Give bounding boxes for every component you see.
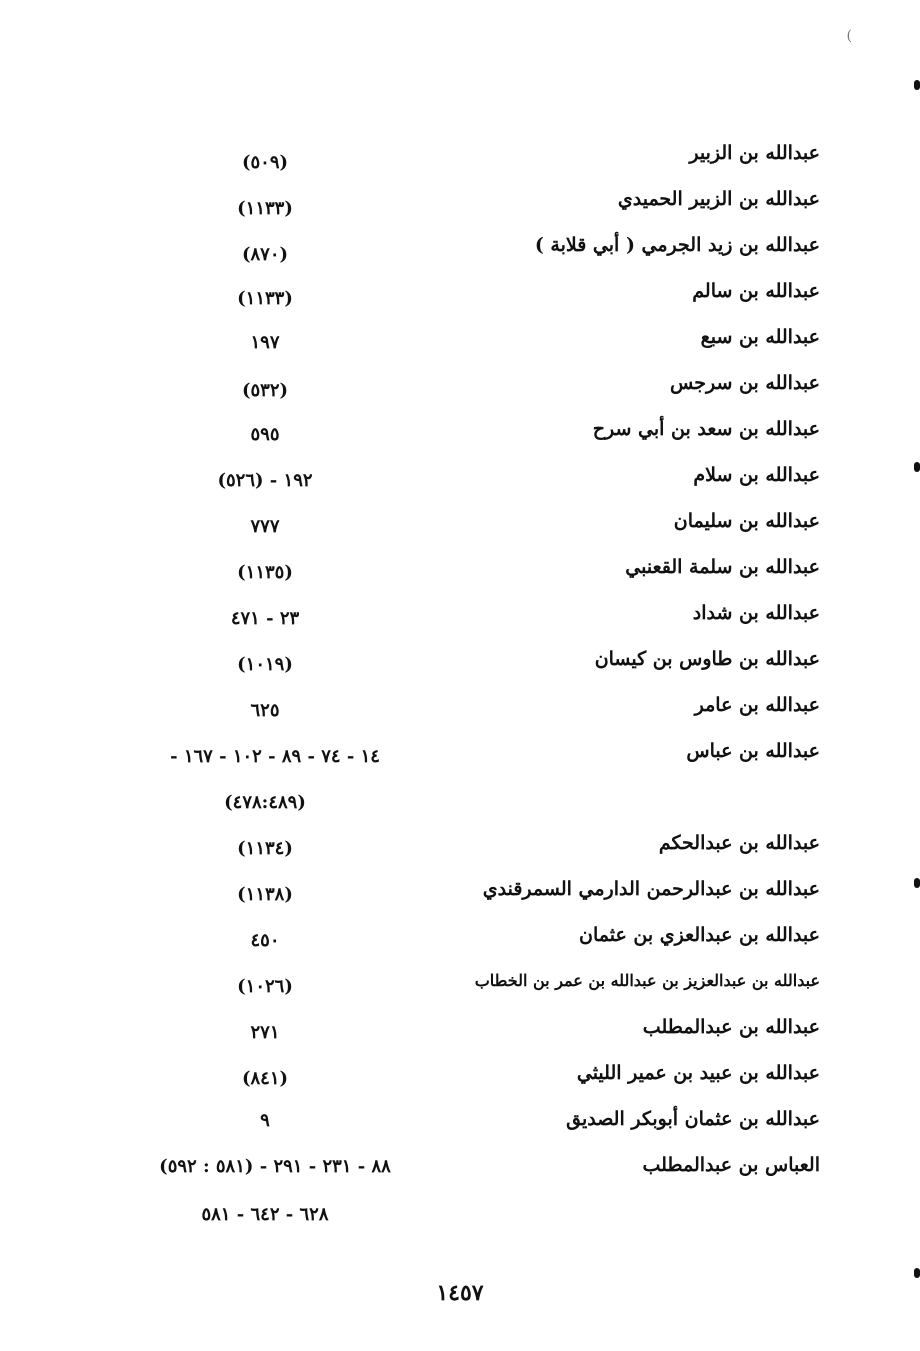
index-entry — [0, 1060, 920, 1106]
index-entry — [0, 508, 920, 554]
entry-name: عبدالله بن سلام — [693, 464, 820, 486]
index-entry — [0, 462, 920, 508]
index-entry — [0, 1014, 920, 1060]
index-entry — [0, 738, 920, 813]
entry-refs: (١١٣٨) — [237, 884, 293, 905]
entry-name: عبدالله بن سرجس — [670, 372, 820, 394]
entry-name: عبدالله بن عبدالرحمن الدارمي السمرقندي — [482, 878, 820, 900]
entry-refs: ٧٧٧ — [250, 516, 280, 537]
entry-refs: (١٠٢٦) — [237, 976, 293, 997]
entry-refs: ٥٩٥ — [250, 424, 280, 445]
entry-refs: ١٩٢ - (٥٢٦) — [217, 470, 313, 491]
index-entry — [0, 324, 920, 370]
entry-refs: (١١٣٤) — [237, 838, 293, 859]
index-entry — [0, 876, 920, 922]
entry-name: عبدالله بن طاوس بن كيسان — [594, 648, 820, 670]
entry-name: عبدالله بن سبع — [700, 326, 820, 348]
entry-name: عبدالله بن الزبير الحميدي — [617, 188, 820, 210]
entry-refs: ٨٨ - ٢٣١ - ٢٩١ - (٥٨١ : ٥٩٢) — [159, 1156, 391, 1177]
entry-name: عبدالله بن الزبير — [689, 142, 820, 164]
index-entry — [0, 1152, 920, 1225]
entry-name: عبدالله بن سلمة القعنبي — [625, 556, 820, 578]
entry-refs-continued: (٤٧٨:٤٨٩) — [224, 792, 306, 813]
entry-refs: (٥٠٩) — [241, 152, 289, 173]
entry-name: عبدالله بن عبدالعزيز بن عبدالله بن عمر بن الخطاب — [474, 971, 820, 990]
entry-refs: ٦٢٥ — [250, 700, 280, 721]
entry-name: العباس بن عبدالمطلب — [642, 1154, 820, 1176]
entry-refs: (٥٣٢) — [241, 380, 289, 401]
corner-mark: ( — [846, 28, 852, 44]
index-entry — [0, 922, 920, 968]
index-entry — [0, 1106, 920, 1152]
entry-name: عبدالله بن سعد بن أبي سرح — [592, 418, 820, 440]
index-entry — [0, 600, 920, 646]
entry-name: عبدالله بن عبيد بن عمير الليثي — [576, 1062, 820, 1084]
entry-refs: (١١٣٣) — [237, 288, 293, 309]
entry-name: عبدالله بن عثمان أبوبكر الصديق — [566, 1108, 820, 1130]
entry-refs: ٤٥٠ — [250, 930, 280, 951]
margin-mark-top — [914, 80, 920, 90]
entry-refs: (١١٣٥) — [237, 562, 293, 583]
entry-name: عبدالله بن زيد الجرمي ( أبي قلابة ) — [534, 234, 820, 256]
entry-name: عبدالله بن عامر — [694, 694, 820, 716]
margin-mark-bottom — [914, 1268, 920, 1278]
entry-refs-continued: ٦٢٨ - ٦٤٢ - ٥٨١ — [201, 1204, 329, 1225]
index-entry — [0, 830, 920, 876]
page-number: ١٤٥٧ — [436, 1280, 484, 1306]
entry-name: عبدالله بن شداد — [692, 602, 820, 624]
entry-refs: (١٠١٩) — [237, 654, 293, 675]
entry-name: عبدالله بن عبدالعزي بن عثمان — [579, 924, 820, 946]
index-entry — [0, 416, 920, 462]
entry-name: عبدالله بن سليمان — [673, 510, 820, 532]
entry-refs: ١٩٧ — [250, 332, 280, 353]
index-entry — [0, 646, 920, 692]
index-entry — [0, 370, 920, 416]
entry-refs: ٢٧١ — [250, 1022, 280, 1043]
entry-refs: (١١٣٣) — [237, 198, 293, 219]
index-entry — [0, 186, 920, 232]
index-entry — [0, 232, 920, 278]
entry-name: عبدالله بن عبدالحكم — [658, 832, 820, 854]
entry-refs: ١٤ - ٧٤ - ٨٩ - ١٠٢ - ١٦٧ - — [170, 746, 380, 767]
index-entry — [0, 140, 920, 186]
index-entry — [0, 968, 920, 1014]
entry-name: عبدالله بن سالم — [692, 280, 820, 302]
entry-name: عبدالله بن عباس — [686, 740, 820, 762]
entry-name: عبدالله بن عبدالمطلب — [642, 1016, 820, 1038]
index-entry — [0, 554, 920, 600]
entry-refs: ٢٣ - ٤٧١ — [230, 608, 300, 629]
index-entry — [0, 692, 920, 738]
entry-refs: ٩ — [260, 1110, 270, 1131]
index-entry — [0, 278, 920, 324]
entry-refs: (٨٤١) — [241, 1068, 289, 1089]
entry-refs: (٨٧٠) — [241, 244, 289, 265]
